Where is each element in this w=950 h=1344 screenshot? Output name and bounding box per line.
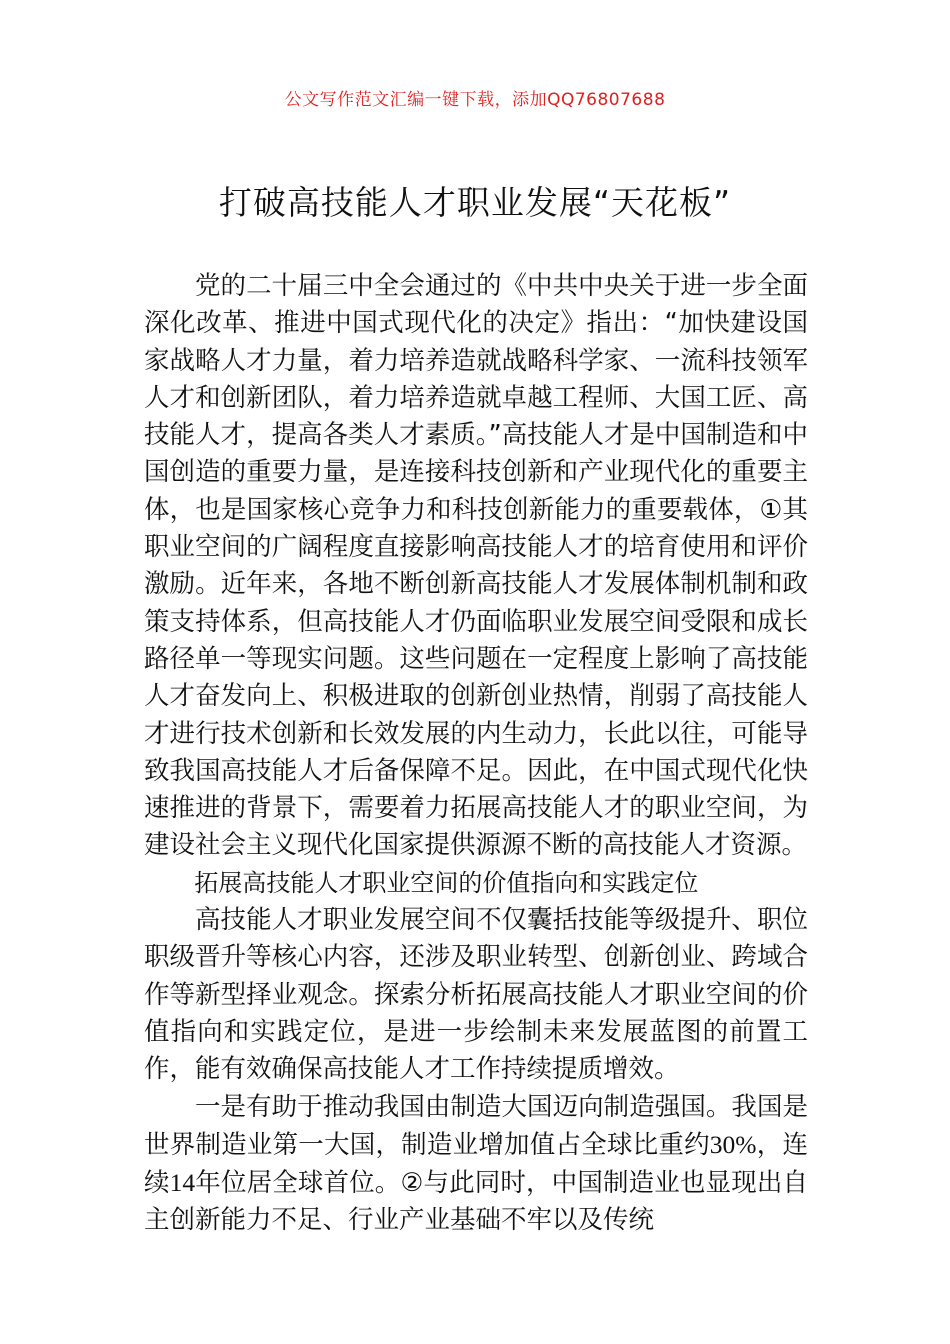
paragraph-text: 一是有助于推动我国由制造大国迈向制造强国。我国是世界制造业第一大国，制造业增加值占全球比重约 [144, 1091, 808, 1160]
paragraph-text: 年位居全球首位。②与此同时，中国制造业也显现出自主创新能力不足、行业产业基础不牢以及传统 [144, 1168, 808, 1236]
paragraph-text: ，连续 [144, 1129, 808, 1199]
paragraph-manufacturing [144, 1089, 808, 1240]
section-subheading: 拓展高技能人才职业空间的价值指向和实践定位 [194, 868, 699, 897]
promo-banner[interactable]: 公文写作范文汇编一键下载，添加QQ76807688 [284, 90, 666, 110]
percent-value: 30% [709, 1129, 757, 1159]
paragraph-career-space: 高技能人才职业发展空间不仅囊括技能等级提升、职位职级晋升等核心内容，还涉及职业转型、创新创业、跨域合作等新型择业观念。探索分析拓展高技能人才职业空间的价值指向和实践定位，是进一步绘制未来发展蓝图的前置工作，能有效确保高技能人才工作持续提质增效。 [144, 905, 808, 1085]
years-value: 14 [169, 1168, 196, 1198]
article-body [144, 268, 808, 1240]
paragraph-intro: 党的二十届三中全会通过的《中共中央关于进一步全面深化改革、推进中国式现代化的决定》指出：“加快建设国家战略人才力量，着力培养造就战略科学家、一流科技领军人才和创新团队，着力培养造就卓越工程师、大国工匠、高技能人才，提高各类人才素质。”高技能人才是中国制造和中国创造的重要力量，是连接科技创新和产业现代化的重要主体，也是国家核心竞争力和科技创新能力的重要载体，①其职业空间的广阔程度直接影响高技能人才的培育使用和评价激励。近年来，各地不断创新高技能人才发展体制机制和政策支持体系，但高技能人才仍面临职业发展空间受限和成长路径单一等现实问题。这些问题在一定程度上影响了高技能人才奋发向上、积极进取的创新创业热情，削弱了高技能人才进行技术创新和长效发展的内生动力，长此以往，可能导致我国高技能人才后备保障不足。因此，在中国式现代化快速推进的背景下，需要着力拓展高技能人才的职业空间，为建设社会主义现代化国家提供源源不断的高技能人才资源。 [144, 271, 808, 861]
page-title: 打破高技能人才职业发展“天花板” [218, 183, 732, 222]
